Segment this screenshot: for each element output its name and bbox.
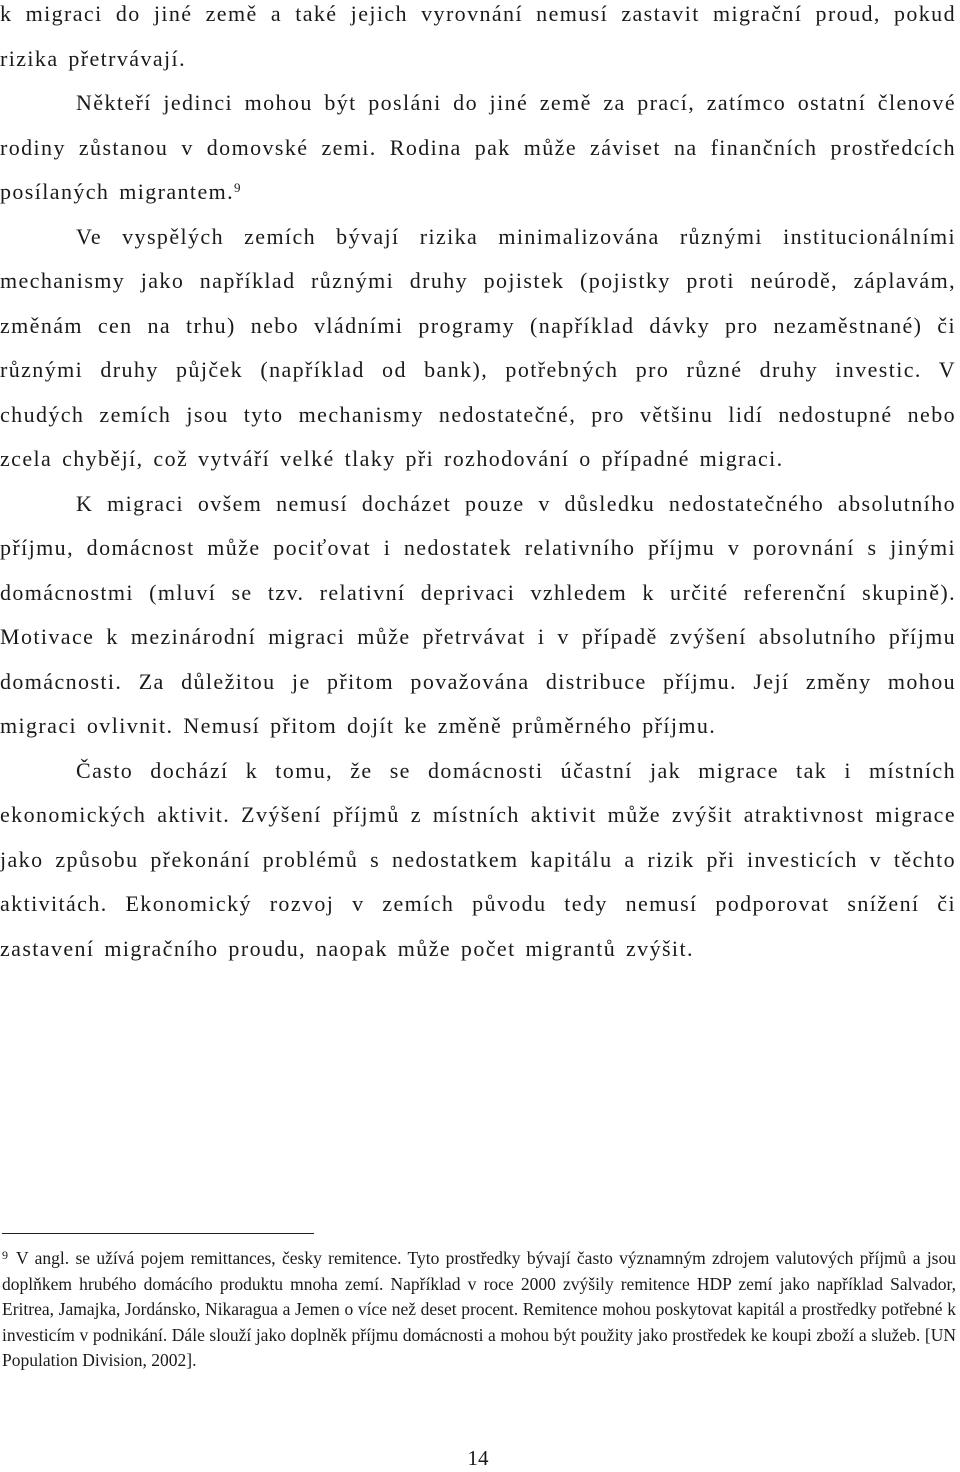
paragraph-remittance-families [0, 81, 956, 215]
paragraph-remittance-families-text: Někteří jedinci mohou být posláni do jiné země za prací, zatímco ostatní členové rodiny zůstanou v domovské zemi. Rodina pak může záviset na finančních prostředcích posílaných migrantem. [0, 90, 956, 204]
page-number [0, 1446, 960, 1470]
paragraph-continued-text: k migraci do jiné země a také jejich vyrovnání nemusí zastavit migrační proud, pokud rizika přetrvávají. [0, 1, 956, 71]
footnote-text: V angl. se užívá pojem remittances, česky remitence. Tyto prostředky bývají často významným zdrojem valutových příjmů a jsou doplňkem hrubého domácího produktu mnoha zemí. Například v roce 2000 zvýšily remitence HDP zemí jako například Salvador, Eritrea, Jamajka, Jordánsko, Nikaragua a Jemen o více než deset procent. Remitence mohou poskytovat kapitál a prostředky potřebné k investicím v podnikání. Dále slouží jako doplněk příjmu domácnosti a mohou být použity jako prostředek ke koupi zboží a služeb. [UN Population Division, 2002]. [2, 1248, 956, 1371]
footnote-reference[interactable]: 9 [234, 180, 241, 195]
paragraph-relative-deprivation-text: K migraci ovšem nemusí docházet pouze v důsledku nedostatečného absolutního příjmu, domácnost může pociťovat i nedostatek relativního příjmu v porovnání s jinými domácnostmi (mluví se tzv. relativní deprivaci vzhledem k určité referenční skupině). Motivace k mezinárodní migraci může přetrvávat i v případě zvýšení absolutního příjmu domácnosti. Za důležitou je přitom považována distribuce příjmu. Její změny mohou migraci ovlivnit. Nemusí přitom dojít ke změně průměrného příjmu. [0, 490, 956, 738]
paragraph-continued [0, 0, 956, 81]
paragraph-relative-deprivation [0, 482, 956, 749]
footnote-divider [2, 1233, 314, 1234]
paragraph-risk-mechanisms-text: Ve vyspělých zemích bývají rizika minimalizována různými institucionálními mechanismy jako například různými druhy pojistek (pojistky proti neúrodě, záplavám, změnám cen na trhu) nebo vládními programy (například dávky pro nezaměstnané) či různými druhy půjček (například od bank), potřebných pro různé druhy investic. V chudých zemích jsou tyto mechanismy nedostatečné, pro většinu lidí nedostupné nebo zcela chybějí, což vytváří velké tlaky při rozhodování o případné migraci. [0, 223, 956, 471]
paragraph-local-activities-text: Často dochází k tomu, že se domácnosti účastní jak migrace tak i místních ekonomických aktivit. Zvýšení příjmů z místních aktivit může zvýšit atraktivnost migrace jako způsobu překonání problémů s nedostatkem kapitálu a rizik při investicích v těchto aktivitách. Ekonomický rozvoj v zemích původu tedy nemusí podporovat snížení či zastavení migračního proudu, naopak může počet migrantů zvýšit. [0, 757, 956, 961]
paragraph-local-activities [0, 749, 956, 972]
page-number-text: 14 [467, 1446, 489, 1470]
footnote-9 [2, 1246, 956, 1374]
paragraph-risk-mechanisms [0, 215, 956, 482]
footnote-area [2, 1246, 956, 1374]
footnote-number: 9 [2, 1248, 8, 1262]
